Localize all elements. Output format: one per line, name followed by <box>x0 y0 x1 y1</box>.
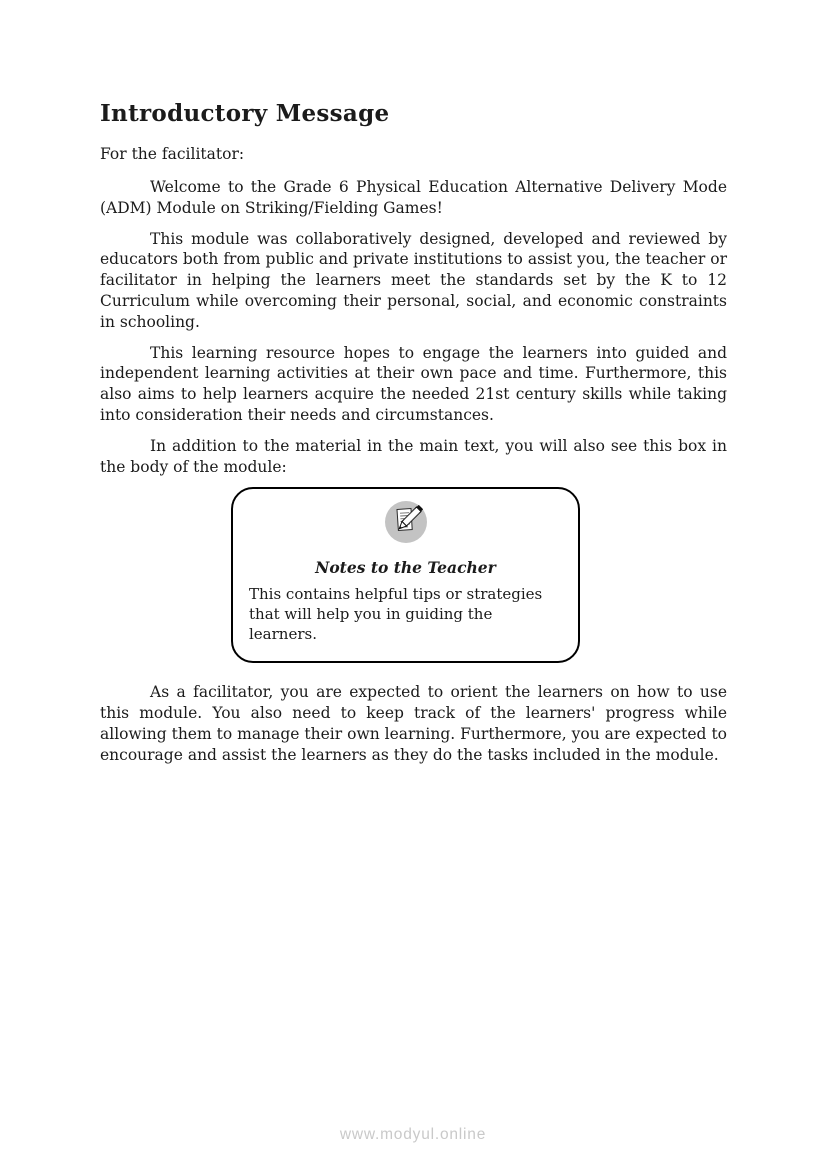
page-title: Introductory Message <box>100 100 390 127</box>
notes-icon-wrap <box>247 500 564 544</box>
salutation: For the facilitator: <box>100 145 245 163</box>
notes-box-body: This contains helpful tips or strategies that will help you in guiding the learners. <box>249 585 543 644</box>
paragraph-welcome: Welcome to the Grade 6 Physical Education Alternative Delivery Mode (ADM) Module on Striking/Fielding Games! <box>100 178 727 217</box>
notes-box-title: Notes to the Teacher <box>315 558 496 578</box>
paragraph-module-design: This module was collaboratively designed, developed and reviewed by educators both from public and private institutions to assist you, the teacher or facilitator in helping the learners meet the standards set by the K to 12 Curriculum while overcoming their personal, social, and economic constraints in schooling. <box>100 229 727 331</box>
paragraph-box-intro: In addition to the material in the main text, you will also see this box in the body of the module: <box>100 436 727 476</box>
notes-to-teacher-box <box>231 487 580 663</box>
footer-watermark: www.modyul.online <box>339 1126 487 1143</box>
paragraph-closing: As a facilitator, you are expected to orient the learners on how to use this module. You also need to keep track of the learners' progress while allowing them to manage their own learning. Furthermore, you are expected to encourage and assist the learners as they do the tasks included in the module. <box>100 683 727 764</box>
paragraph-learning-resource: This learning resource hopes to engage the learners into guided and independent learning activities at their own pace and time. Furthermore, this also aims to help learners acquire the needed 21st century skills while taking into consideration their needs and circumstances. <box>100 343 727 424</box>
notepad-pencil-icon <box>384 500 428 544</box>
